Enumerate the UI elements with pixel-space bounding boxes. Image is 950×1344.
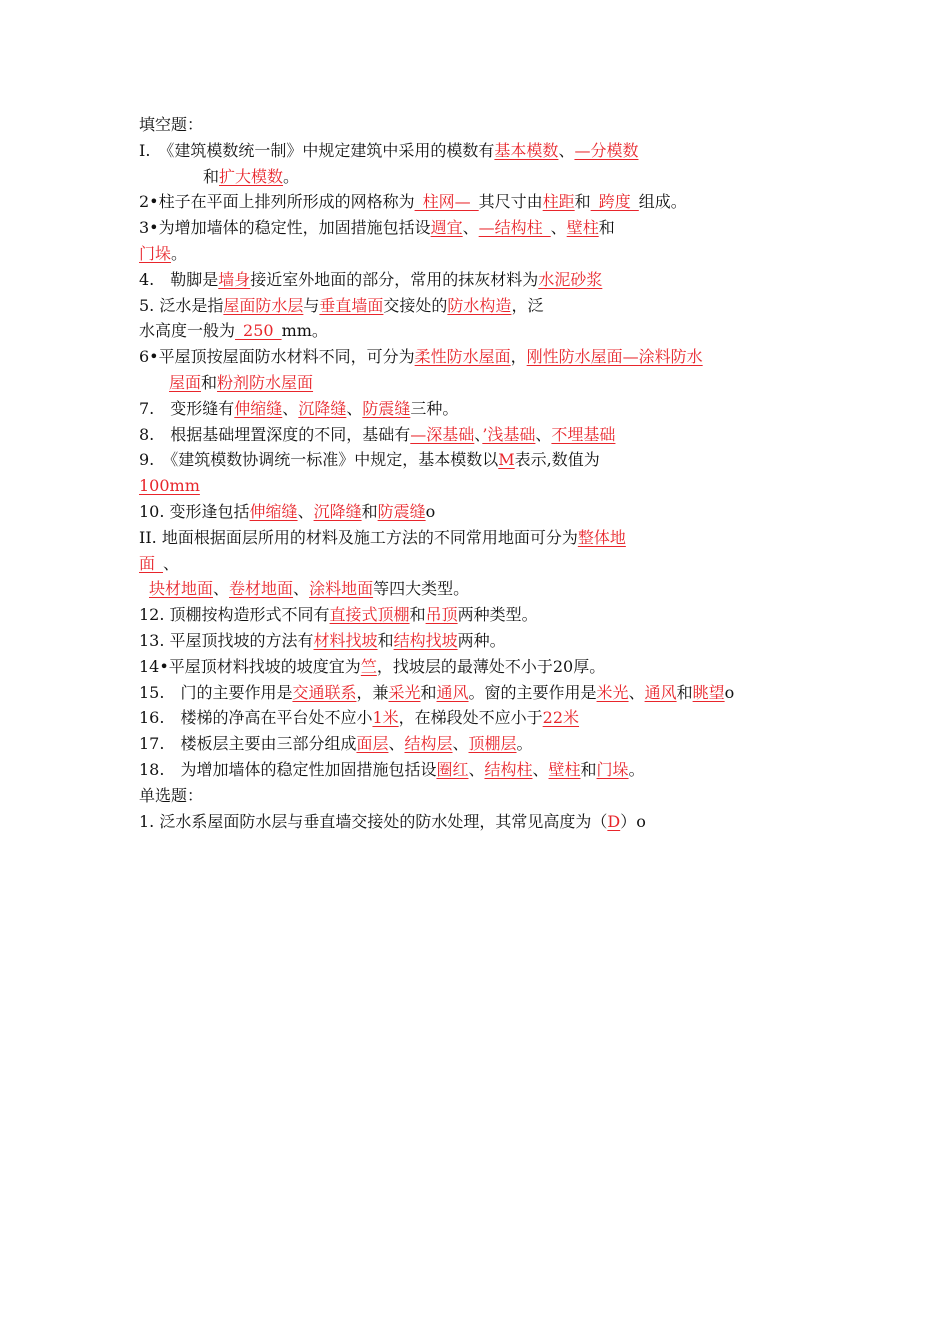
question-text: 和 bbox=[409, 605, 426, 625]
text-line bbox=[139, 499, 839, 525]
text-line bbox=[139, 705, 839, 731]
question-text: 与 bbox=[303, 295, 320, 315]
answer-text: 伸缩缝 bbox=[249, 501, 298, 521]
answer-text: 通风 bbox=[436, 682, 469, 702]
answer-text: 块材地面 bbox=[149, 579, 214, 599]
text-line bbox=[139, 164, 839, 190]
answer-text: 基本模数 bbox=[494, 140, 559, 160]
question-text: 7. 变形缝有 bbox=[139, 398, 235, 418]
document-body bbox=[139, 112, 839, 834]
text-line bbox=[139, 396, 839, 422]
answer-text: _柱网—_ bbox=[414, 192, 479, 212]
question-text: 6•平屋顶按屋面防水材料不同，可分为 bbox=[139, 347, 415, 367]
question-text: 和 bbox=[203, 166, 220, 186]
text-line bbox=[139, 525, 839, 551]
question-text: 和 bbox=[574, 192, 591, 212]
answer-text: —深基础 bbox=[410, 424, 475, 444]
text-line bbox=[139, 318, 839, 344]
question-text: 接近室外地面的部分，常用的抹灰材料为 bbox=[250, 269, 539, 289]
answer-text: 柱距 bbox=[542, 192, 575, 212]
answer-text: 卷材地面 bbox=[229, 579, 294, 599]
answer-text: 交通联系 bbox=[292, 682, 357, 702]
question-text: 16. 楼梯的净高在平台处不应小 bbox=[139, 708, 373, 728]
question-text: 8. 根据基础埋置深度的不同，基础有 bbox=[139, 424, 411, 444]
question-text: 单选题： bbox=[139, 785, 204, 805]
answer-text: 扩大模数 bbox=[219, 166, 284, 186]
text-line bbox=[139, 241, 839, 267]
text-line bbox=[139, 551, 839, 577]
question-text: 9. 《建筑模数协调统一标准》中规定，基本模数以 bbox=[139, 450, 499, 470]
question-text: 、 bbox=[550, 218, 567, 238]
answer-text: ’浅基础 bbox=[482, 424, 536, 444]
answer-text: 防水构造 bbox=[447, 295, 512, 315]
question-text: 。 bbox=[628, 759, 645, 779]
answer-text: 不埋基础 bbox=[551, 424, 616, 444]
question-text: 和 bbox=[361, 501, 378, 521]
question-text: 5. 泛水是指 bbox=[139, 295, 224, 315]
question-text: 和 bbox=[377, 630, 394, 650]
question-text: 4. 勒脚是 bbox=[139, 269, 219, 289]
question-text: 、 bbox=[535, 424, 552, 444]
question-text: 10. 变形逢包括 bbox=[139, 501, 250, 521]
answer-text: 涂料地面 bbox=[309, 579, 374, 599]
question-text: 等四大类型。 bbox=[373, 579, 470, 599]
answer-text: 週宜 bbox=[430, 218, 463, 238]
question-text: ）o bbox=[620, 811, 646, 831]
question-text: 、 bbox=[388, 734, 405, 754]
question-text: ， bbox=[510, 347, 527, 367]
answer-text: 防震缝 bbox=[362, 398, 411, 418]
question-text: 。 bbox=[283, 166, 300, 186]
answer-text: 壁柱 bbox=[566, 218, 599, 238]
text-line bbox=[139, 267, 839, 293]
answer-text: 屋面 bbox=[169, 372, 202, 392]
question-text: ，泛 bbox=[511, 295, 544, 315]
text-line bbox=[139, 112, 839, 138]
answer-text: 通风 bbox=[644, 682, 677, 702]
question-text: 14•平屋顶材料找坡的坡度宜为 bbox=[139, 656, 361, 676]
answer-text: 结构柱 bbox=[484, 759, 533, 779]
answer-text: 1米 bbox=[372, 708, 399, 728]
text-line bbox=[139, 576, 839, 602]
question-text: 、 bbox=[346, 398, 363, 418]
question-text: 两种类型。 bbox=[457, 605, 538, 625]
question-text: 、 bbox=[558, 140, 575, 160]
text-line bbox=[139, 731, 839, 757]
question-text: 、 bbox=[474, 424, 483, 444]
question-text: 和 bbox=[201, 372, 218, 392]
question-text: 13. 平屋顶找坡的方法有 bbox=[139, 630, 314, 650]
text-line bbox=[139, 680, 839, 706]
question-text: 三种。 bbox=[410, 398, 459, 418]
question-text: mm。 bbox=[281, 321, 328, 341]
question-text: 、 bbox=[297, 501, 314, 521]
text-line bbox=[139, 628, 839, 654]
text-line bbox=[139, 422, 839, 448]
answer-text: —结构柱_ bbox=[478, 218, 551, 238]
answer-text: 水泥砂浆 bbox=[538, 269, 603, 289]
answer-text: _跨度_ bbox=[590, 192, 639, 212]
question-text: 。窗的主要作用是 bbox=[468, 682, 597, 702]
question-text: 两种。 bbox=[457, 630, 506, 650]
answer-text: 米光 bbox=[596, 682, 629, 702]
text-line bbox=[139, 473, 839, 499]
question-text: 15. 门的主要作用是 bbox=[139, 682, 293, 702]
answer-text: 采光 bbox=[388, 682, 421, 702]
answer-text: 墙身 bbox=[218, 269, 251, 289]
answer-text: 门垛 bbox=[596, 759, 629, 779]
question-text: 组成。 bbox=[638, 192, 687, 212]
question-text: 3•为增加墙体的稳定性，加固措施包括设 bbox=[139, 218, 431, 238]
answer-text: 伸缩缝 bbox=[234, 398, 283, 418]
question-text: ，找坡层的最薄处不小于20厚。 bbox=[376, 656, 606, 676]
question-text: 。 bbox=[171, 243, 188, 263]
answer-text: 柔性防水屋面 bbox=[414, 347, 511, 367]
text-line bbox=[139, 370, 839, 396]
text-line bbox=[139, 602, 839, 628]
answer-text: D bbox=[607, 811, 621, 831]
answer-text: 壁柱 bbox=[548, 759, 581, 779]
answer-text: 材料找坡 bbox=[313, 630, 378, 650]
text-line bbox=[139, 809, 839, 835]
question-text: I. 《建筑模数统一制》中规定建筑中采用的模数有 bbox=[139, 140, 495, 160]
text-line bbox=[139, 447, 839, 473]
answer-text: 垂直墙面 bbox=[319, 295, 384, 315]
question-text: 。 bbox=[516, 734, 533, 754]
answer-text: 沉降缝 bbox=[313, 501, 362, 521]
question-text: o bbox=[724, 682, 735, 702]
question-text: o bbox=[425, 501, 436, 521]
answer-text: _250_ bbox=[235, 321, 282, 341]
answer-text: —分模数 bbox=[574, 140, 639, 160]
question-text: 其尺寸由 bbox=[478, 192, 543, 212]
question-text: 和 bbox=[580, 759, 597, 779]
answer-text: 整体地 bbox=[577, 527, 626, 547]
text-line bbox=[139, 654, 839, 680]
question-text: II. 地面根据面层所用的材料及施工方法的不同常用地面可分为 bbox=[139, 527, 578, 547]
question-text: 、 bbox=[462, 218, 479, 238]
question-text: 填空题： bbox=[139, 115, 204, 134]
question-text: 1. 泛水系屋面防水层与垂直墙交接处的防水处理，其常见高度为（ bbox=[139, 811, 608, 831]
question-text: 和 bbox=[676, 682, 693, 702]
answer-text: 沉降缝 bbox=[298, 398, 347, 418]
answer-text: 圈红 bbox=[436, 759, 469, 779]
question-text: 2•柱子在平面上排列所形成的网格称为 bbox=[139, 192, 415, 212]
answer-text: 眺望 bbox=[692, 682, 725, 702]
question-text: 表示,数值为 bbox=[514, 450, 600, 470]
answer-text: 顶棚层 bbox=[468, 734, 517, 754]
text-line bbox=[139, 783, 839, 809]
question-text: 、 bbox=[282, 398, 299, 418]
question-text: 、 bbox=[468, 759, 485, 779]
text-line bbox=[139, 189, 839, 215]
question-text: 交接处的 bbox=[383, 295, 448, 315]
question-text: 、 bbox=[532, 759, 549, 779]
question-text: 和 bbox=[420, 682, 437, 702]
answer-text: 吊顶 bbox=[425, 605, 458, 625]
answer-text: 刚性防水屋面—涂料防水 bbox=[526, 347, 703, 367]
question-text: 、 bbox=[163, 553, 180, 573]
answer-text: 屋面防水层 bbox=[223, 295, 304, 315]
answer-text: 竺 bbox=[360, 656, 377, 676]
question-text: 、 bbox=[452, 734, 469, 754]
answer-text: 直接式顶棚 bbox=[329, 605, 410, 625]
question-text: 、 bbox=[293, 579, 310, 599]
question-text: 17. 楼板层主要由三部分组成 bbox=[139, 734, 357, 754]
question-text: 12. 顶棚按构造形式不同有 bbox=[139, 605, 330, 625]
question-text: ，在梯段处不应小于 bbox=[398, 708, 543, 728]
answer-text: 面层 bbox=[356, 734, 389, 754]
question-text: ，兼 bbox=[356, 682, 389, 702]
answer-text: 100mm bbox=[139, 476, 200, 496]
text-line bbox=[139, 757, 839, 783]
text-line bbox=[139, 344, 839, 370]
answer-text: 门垛 bbox=[139, 243, 172, 263]
question-text: 水高度一般为 bbox=[139, 321, 236, 341]
text-line bbox=[139, 215, 839, 241]
question-text: 、 bbox=[628, 682, 645, 702]
answer-text: 结构找坡 bbox=[393, 630, 458, 650]
question-text: 和 bbox=[598, 218, 615, 238]
question-text: 18. 为增加墙体的稳定性加固措施包括设 bbox=[139, 759, 437, 779]
answer-text: 防震缝 bbox=[377, 501, 426, 521]
answer-text: 22米 bbox=[542, 708, 580, 728]
question-text: 、 bbox=[213, 579, 230, 599]
answer-text: 结构层 bbox=[404, 734, 453, 754]
text-line bbox=[139, 138, 839, 164]
answer-text: M bbox=[498, 450, 515, 470]
text-line bbox=[139, 293, 839, 319]
answer-text: 粉剂防水屋面 bbox=[217, 372, 314, 392]
answer-text: 面_ bbox=[139, 553, 164, 573]
